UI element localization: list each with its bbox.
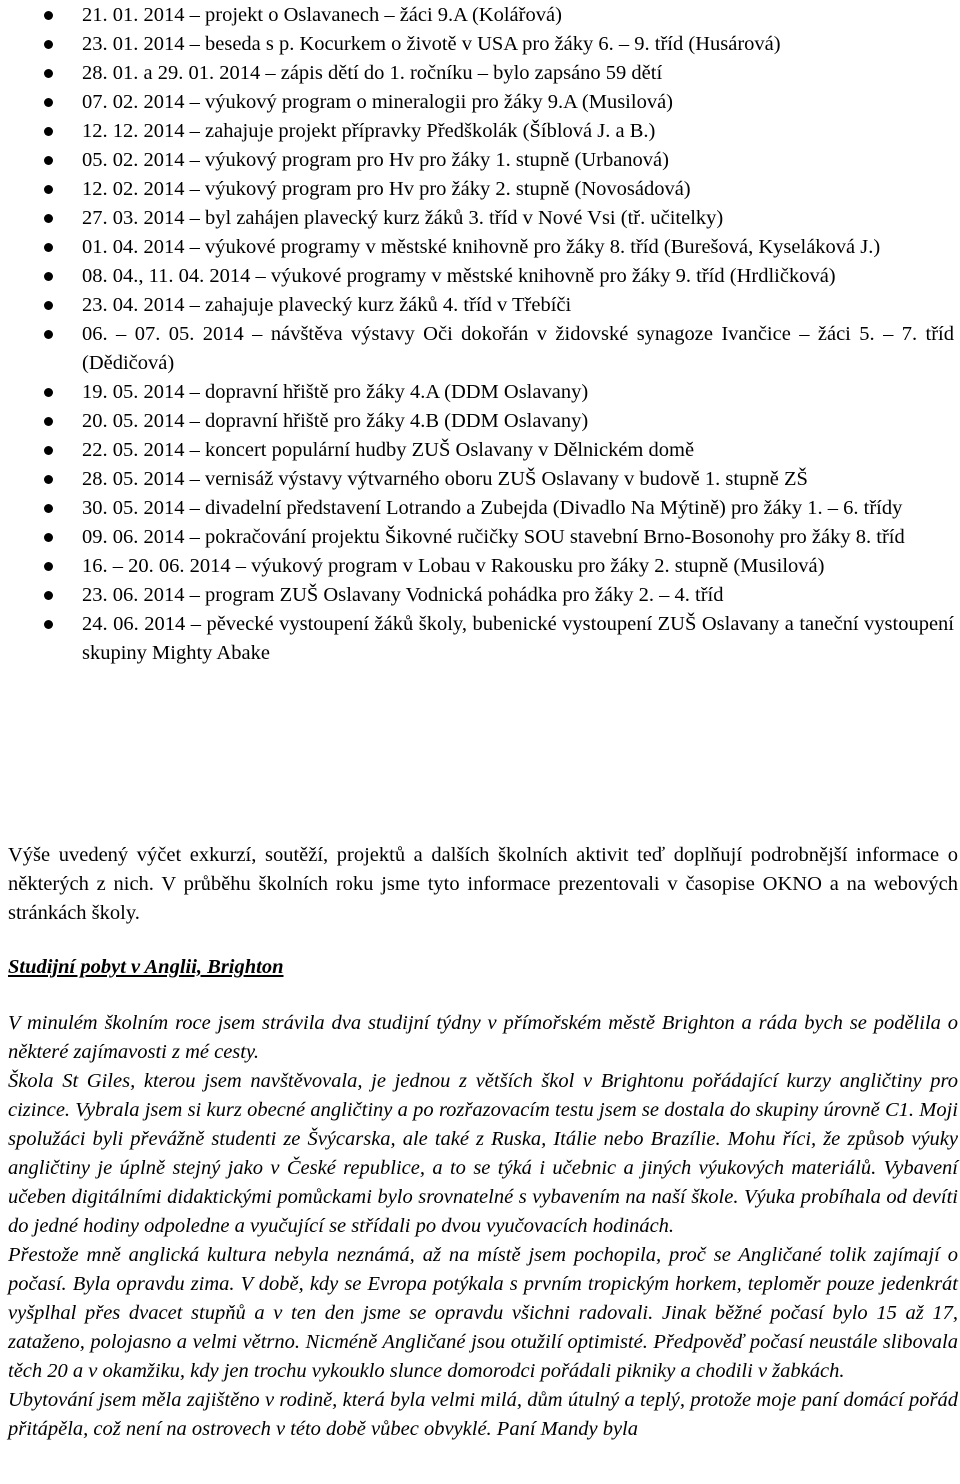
event-text: 20. 05. 2014 – dopravní hřiště pro žáky 4.B (DDM Oslavany)	[82, 410, 589, 432]
event-item	[0, 117, 960, 146]
event-item	[0, 59, 960, 88]
bullet-icon	[44, 185, 53, 194]
event-text: 23. 01. 2014 – beseda s p. Kocurkem o životě v USA pro žáky 6. – 9. tříd (Husárová)	[82, 33, 781, 55]
bullet-icon	[44, 272, 53, 281]
event-item	[0, 523, 960, 552]
event-text: 16. – 20. 06. 2014 – výukový program v Lobau v Rakousku pro žáky 2. stupně (Musilová)	[82, 555, 825, 577]
event-text: 01. 04. 2014 – výukové programy v městské knihovně pro žáky 8. tříd (Burešová, Kyseláková J.)	[82, 236, 881, 258]
bullet-icon	[44, 127, 53, 136]
bullet-icon	[44, 98, 53, 107]
event-text: 23. 04. 2014 – zahajuje plavecký kurz žáků 4. tříd v Třebíči	[82, 294, 572, 316]
bullet-icon	[44, 214, 53, 223]
report-paragraph: Ubytování jsem měla zajištěno v rodině, která byla velmi milá, dům útulný a teplý, protože moje paní domácí pořád přitápěla, což není na ostrovech v této době vůbec obvyklé. Paní Mandy byla	[8, 1389, 958, 1440]
event-item	[0, 378, 960, 407]
report-paragraph: Škola St Giles, kterou jsem navštěvovala, je jednou z větších škol v Brightonu pořádající kurzy angličtiny pro cizince. Vybrala jsem si kurz obecné angličtiny a po rozřazovacím testu jsem se dostala do skupiny úrovně C1. Moji spolužáci byli převážně studenti ze Švýcarska, ale také z Ruska, Itálie nebo Brazílie. Mohu říci, že způsob výuky angličtiny je úplně stejný jako v České republice, a to se týká i učebnic a jiných výukových materiálů. Vybavení učeben digitálními didaktickými pomůckami bylo srovnatelné s vybavením na naší škole. Výuka probíhala od devíti do jedné hodiny odpoledne a vyučující se střídali po dvou vyučovacích hodinách.	[8, 1070, 958, 1237]
bullet-icon	[44, 591, 53, 600]
event-text: 28. 01. a 29. 01. 2014 – zápis dětí do 1. ročníku – bylo zapsáno 59 dětí	[82, 62, 663, 84]
bullet-icon	[44, 301, 53, 310]
summary-paragraph: Výše uvedený výčet exkurzí, soutěží, projektů a dalších školních aktivit teď doplňují podrobnější informace o některých z nich. V průběhu školních roku jsme tyto informace prezentovali v časopise OKNO a na webových stránkách školy.	[8, 844, 958, 924]
bullet-icon	[44, 620, 53, 629]
event-item	[0, 146, 960, 175]
event-text: 05. 02. 2014 – výukový program pro Hv pro žáky 1. stupně (Urbanová)	[82, 149, 669, 171]
bullet-icon	[44, 504, 53, 513]
bullet-icon	[44, 533, 53, 542]
event-item	[0, 1, 960, 30]
report-paragraph: V minulém školním roce jsem strávila dva studijní týdny v přímořském městě Brighton a ráda bych se podělila o některé zajímavosti z mé cesty.	[8, 1012, 958, 1063]
event-item	[0, 465, 960, 494]
event-item	[0, 262, 960, 291]
school-events-list	[0, 1, 960, 668]
event-text: 07. 02. 2014 – výukový program o mineralogii pro žáky 9.A (Musilová)	[82, 91, 673, 113]
event-text: 27. 03. 2014 – byl zahájen plavecký kurz žáků 3. tříd v Nové Vsi (tř. učitelky)	[82, 207, 724, 229]
event-text: 30. 05. 2014 – divadelní představení Lotrando a Zubejda (Divadlo Na Mýtině) pro žáky 1. – 6. třídy	[82, 497, 903, 519]
bullet-icon	[44, 562, 53, 571]
event-item	[0, 436, 960, 465]
event-item	[0, 233, 960, 262]
event-text: 12. 12. 2014 – zahajuje projekt přípravky Předškolák (Šíblová J. a B.)	[82, 120, 656, 142]
event-text: 19. 05. 2014 – dopravní hřiště pro žáky 4.A (DDM Oslavany)	[82, 381, 589, 403]
event-text: 09. 06. 2014 – pokračování projektu Šikovné ručičky SOU stavební Brno-Bosonohy pro žáky 8. tříd	[82, 526, 905, 548]
event-item	[0, 552, 960, 581]
event-item	[0, 291, 960, 320]
bullet-icon	[44, 69, 53, 78]
section-title: Studijní pobyt v Anglii, Brighton	[8, 956, 284, 978]
event-text: 28. 05. 2014 – vernisáž výstavy výtvarného oboru ZUŠ Oslavany v budově 1. stupně ZŠ	[82, 468, 808, 490]
bullet-icon	[44, 11, 53, 20]
event-text: 23. 06. 2014 – program ZUŠ Oslavany Vodnická pohádka pro žáky 2. – 4. tříd	[82, 584, 724, 606]
report-paragraph: Přestože mně anglická kultura nebyla neznámá, až na místě jsem pochopila, proč se Angličané tolik zajímají o počasí. Byla opravdu zima. V době, kdy se Evropa potýkala s prvním tropickým horkem, teploměr pouze jedenkrát vyšplhal přes dvacet stupňů a v ten den jsme se opravdu všichni radovali. Jinak běžné počasí bylo 15 až 17, zataženo, polojasno a velmi větrno. Nicméně Angličané jsou otužilí optimisté. Předpověď počasí neustále slibovala těch 20 a v okamžiku, kdy jen trochu vykouklo slunce domorodci pořádali pikniky a chodili v žabkách.	[8, 1244, 958, 1382]
event-text: 12. 02. 2014 – výukový program pro Hv pro žáky 2. stupně (Novosádová)	[82, 178, 691, 200]
event-item	[0, 320, 960, 378]
event-text: 24. 06. 2014 – pěvecké vystoupení žáků školy, bubenické vystoupení ZUŠ Oslavany a taneční vystoupení skupiny Mighty Abake	[82, 613, 954, 664]
bullet-icon	[44, 156, 53, 165]
bullet-icon	[44, 40, 53, 49]
bullet-icon	[44, 330, 53, 339]
event-text: 06. – 07. 05. 2014 – návštěva výstavy Oči dokořán v židovské synagoze Ivančice – žáci 5. – 7. tříd (Dědičová)	[82, 323, 954, 374]
event-item	[0, 494, 960, 523]
event-text: 08. 04., 11. 04. 2014 – výukové programy v městské knihovně pro žáky 9. tříd (Hrdličková)	[82, 265, 836, 287]
bullet-icon	[44, 243, 53, 252]
event-item	[0, 581, 960, 610]
event-item	[0, 30, 960, 59]
event-item	[0, 175, 960, 204]
bullet-icon	[44, 446, 53, 455]
bullet-icon	[44, 388, 53, 397]
brighton-report	[8, 1009, 958, 1444]
event-item	[0, 407, 960, 436]
event-item	[0, 88, 960, 117]
event-item	[0, 610, 960, 668]
event-text: 22. 05. 2014 – koncert populární hudby ZUŠ Oslavany v Dělnickém domě	[82, 439, 695, 461]
bullet-icon	[44, 475, 53, 484]
bullet-icon	[44, 417, 53, 426]
event-item	[0, 204, 960, 233]
event-text: 21. 01. 2014 – projekt o Oslavanech – žáci 9.A (Kolářová)	[82, 4, 562, 26]
